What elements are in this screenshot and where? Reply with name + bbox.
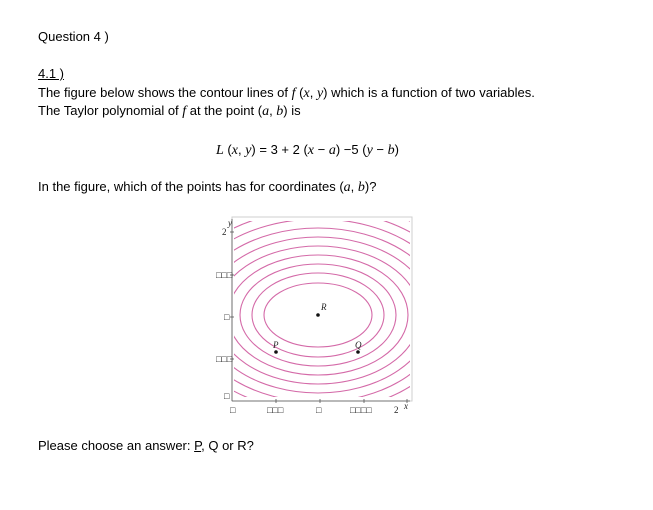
text-segment: ) −5 ( xyxy=(335,142,367,157)
contour-lines xyxy=(210,213,414,423)
math-b: b xyxy=(357,180,365,195)
x-axis-label: x xyxy=(404,401,408,411)
x-tick-label-2: □ xyxy=(316,405,322,415)
answer-choice-r[interactable]: R xyxy=(237,438,247,453)
text-segment: In the figure, which of the points has for coordinates ( xyxy=(38,179,344,194)
text-segment: )? xyxy=(364,179,377,194)
x-tick-label-end: 2 xyxy=(394,405,399,415)
y-tick-label-3: □□□ xyxy=(216,354,233,364)
point-r-label: R xyxy=(321,302,327,312)
math-y: y xyxy=(245,143,252,158)
x-tick-label-3: □□□□ xyxy=(350,405,372,415)
math-a: a xyxy=(328,143,336,158)
contour-line xyxy=(210,228,414,402)
math-x: x xyxy=(307,143,315,158)
text-segment: ? xyxy=(246,438,254,453)
text-segment: The figure below shows the contour lines of xyxy=(38,85,292,100)
contour-line xyxy=(210,237,414,393)
y-tick-label-1: □□□ xyxy=(216,270,233,280)
point-r-dot xyxy=(316,313,320,317)
answer-choice-q[interactable]: Q xyxy=(208,438,219,453)
text-segment: , xyxy=(201,438,209,453)
math-f: f xyxy=(182,104,187,119)
text-segment: − xyxy=(372,142,388,157)
text-segment: − xyxy=(314,142,329,157)
text-segment: ) = 3 + 2 ( xyxy=(251,142,308,157)
question-text-line-2 xyxy=(38,103,301,120)
x-tick-label-origin: □ xyxy=(230,405,236,415)
text-segment: ) xyxy=(394,142,399,157)
text-segment: , xyxy=(269,103,277,118)
text-segment: , xyxy=(350,179,358,194)
text-segment: , xyxy=(237,142,246,157)
question-ask xyxy=(38,179,376,196)
answer-choice-p[interactable]: P xyxy=(194,438,202,453)
question-number: 4.1 ) xyxy=(38,66,65,81)
text-segment: ( xyxy=(295,85,304,100)
math-y: y xyxy=(316,86,324,101)
question-heading: Question 4 ) xyxy=(38,29,109,44)
question-text-line-1 xyxy=(38,85,535,102)
point-p-dot xyxy=(274,350,278,354)
x-tick-label-1: □□□ xyxy=(267,405,284,415)
text-segment: , xyxy=(309,85,317,100)
point-p-label: P xyxy=(273,340,279,350)
math-b: b xyxy=(276,104,284,119)
taylor-polynomial-formula xyxy=(216,142,399,159)
contour-plot-svg xyxy=(210,213,414,423)
y-tick-label-2: □ xyxy=(224,312,230,322)
contour-line xyxy=(210,219,414,411)
y-tick-label-top: 2 xyxy=(222,227,227,237)
text-segment: or xyxy=(218,438,238,453)
text-segment: The Taylor polynomial of xyxy=(38,103,183,118)
answer-prompt-text: Please choose an answer: xyxy=(38,438,195,453)
math-f: f xyxy=(291,86,296,101)
math-x: x xyxy=(303,86,310,101)
y-axis-label: y xyxy=(228,218,232,228)
math-L: L xyxy=(216,143,224,158)
math-b: b xyxy=(387,143,395,158)
math-a: a xyxy=(343,180,351,195)
answer-prompt xyxy=(38,438,254,454)
math-y: y xyxy=(366,143,373,158)
text-segment: at the point ( xyxy=(186,103,263,118)
y-tick-label-origin: □ xyxy=(224,391,230,401)
text-segment: ) is xyxy=(283,103,301,118)
text-segment: ) which is a function of two variables. xyxy=(323,85,535,100)
math-x: x xyxy=(231,143,238,158)
point-q-label: Q xyxy=(355,340,362,350)
contour-plot-figure xyxy=(210,213,414,423)
math-a: a xyxy=(262,104,270,119)
point-q-dot xyxy=(356,350,360,354)
text-segment: ( xyxy=(223,142,232,157)
